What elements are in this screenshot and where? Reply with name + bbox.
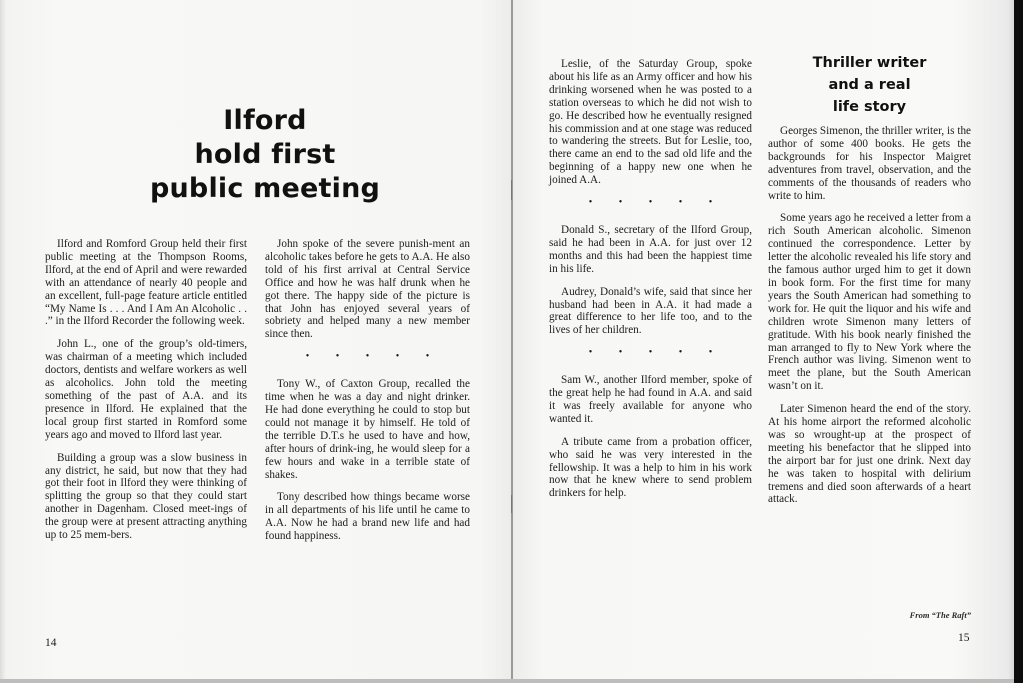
separator-dot: • [425,351,430,363]
page-number-left: 14 [45,637,57,649]
separator-dot: • [648,347,653,359]
paragraph: Audrey, Donald’s wife, said that since her husband had been in A.A. it had made a great difference to her life too, and to the lives of her children. [549,285,752,337]
page-number-right: 15 [958,632,970,644]
left-column-1 [45,238,247,552]
section-separator [265,351,470,364]
paragraph: Tony W., of Caxton Group, recalled the time when he was a day and night drinker. He had done everything he could to stop but could not manage it by himself. He told of the terrible D.T.s he used to have and how, after hours of drink-ing, he would sleep for a few hours and wake in a terrible state of shakes. [265,378,470,481]
separator-dot: • [365,351,370,363]
article-headline [120,104,410,206]
paragraph: Tony described how things became worse in all departments of his life until he came to A.A. Now he had a brand new life and had found happiness. [265,491,470,543]
headline-line: life story [832,99,907,115]
headline-line: Ilford [223,105,307,136]
paragraph: Donald S., secretary of the Ilford Group, said he had been in A.A. for just over 12 months and this had been the happiest time in his life. [549,223,752,275]
headline-line: hold first [194,139,336,170]
scan-bottom-edge [0,679,1014,683]
separator-dot: • [588,347,593,359]
paragraph: Some years ago he received a letter from a rich South American alcoholic. Simenon continued the correspondence. Letter by letter the alcoholic revealed his life story and the famous author urged him to get it down in book form. For the first time for many years the South American had something to work for. He quit the liquor and his wife and children wrote Simenon many letters of gratitude. With his book nearly finished the man arranged to fly to New York where the French author was living. Simenon went to meet the plane, but the South American wasn’t on it. [768,212,971,393]
paragraph: Sam W., another Ilford member, spoke of the great help he had found in A.A. and said it was freely available for anyone who wanted it. [549,374,752,425]
paragraph: Building a group was a slow business in any district, he said, but now that they had got their foot in Ilford they were thinking of splitting the group so that they could start another in Dagenham. Closed meet-ings of the group were at present attracting anything up to 25 mem-bers. [45,451,247,542]
separator-dot: • [335,351,340,363]
binding-mark [511,180,512,200]
section-separator [549,347,752,360]
right-column-1 [549,58,752,510]
source-credit: From “The Raft” [909,610,971,620]
headline-line: public meeting [149,173,381,204]
paragraph: Georges Simenon, the thriller writer, is the author of some 400 books. He gets the backgrounds for his Inspector Maigret adventures from travel, observation, and the comments of the thousands of readers who write to him. [768,125,971,202]
left-column-2 [265,238,470,553]
separator-dot: • [708,347,713,359]
separator-dot: • [618,197,623,209]
paragraph: Ilford and Romford Group held their first public meeting at the Thompson Rooms, Ilford, at the end of April and were rewarded with an attendance of nearly 40 people and an excellent, full-page feature article entitled “My Name Is . . . And I Am An Alcoholic . . .” in the Ilford Recorder the following week. [45,238,247,328]
paragraph: John spoke of the severe punish-ment an alcoholic takes before he gets to A.A. He also told of his first arrival at Central Service Office and how he was half drunk when he got there. The happy side of the picture is that John has enjoyed several years of sobriety and helped many a new member since then. [265,238,470,341]
paragraph: Leslie, of the Saturday Group, spoke about his life as an Army officer and how his drinking worsened when he was posted to a station overseas to which he did not wish to go. He described how he eventually resigned his commission and at one stage was reduced to wandering the streets. But for Leslie, too, there came an end to the sad old life and the beginning of a happy new one when he joined A.A. [549,58,752,187]
paragraph: Later Simenon heard the end of the story. At his home airport the reformed alcoholic was so wrought-up at the prospect of meeting his benefactor that he slipped into the airport bar for just one drink. Next day he was taken to hospital with delirium tremens and died soon afterwards of a heart attack. [768,403,971,506]
headline-line: and a real [828,77,911,93]
separator-dot: • [618,347,623,359]
separator-dot: • [305,351,310,363]
separator-dot: • [588,197,593,209]
separator-dot: • [395,351,400,363]
sidebar-headline [768,52,971,118]
page-gutter [511,0,513,683]
separator-dot: • [678,197,683,209]
paragraph: John L., one of the group’s old-timers, was chairman of a meeting which included doctors, dentists and welfare workers as well as alcoholics. John told the meeting something of the past of A.A. and its presence in Ilford. He explained that the local group first started in Romford some years ago and moved to Ilford last year. [45,338,247,441]
headline-line: Thriller writer [812,55,927,71]
separator-dot: • [648,197,653,209]
paragraph: A tribute came from a probation officer, who said he was very interested in the fellowship. It was a help to him in his work now that he knew where to send problem drinkers for help. [549,435,752,500]
section-separator [549,197,752,210]
separator-dot: • [708,197,713,209]
binding-mark [511,495,512,513]
scan-edge-shadow [1014,0,1023,683]
right-column-2 [768,125,971,516]
separator-dot: • [678,347,683,359]
